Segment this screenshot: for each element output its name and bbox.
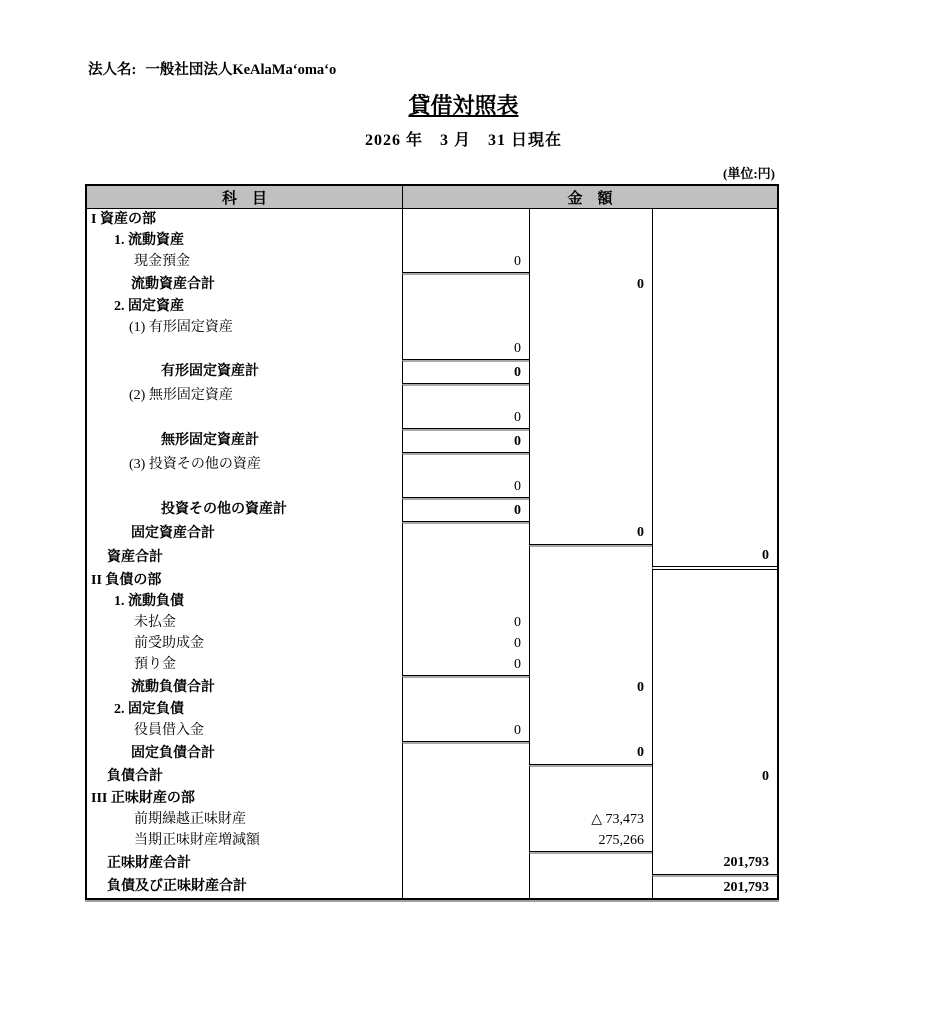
report-title: 貸借対照表 (408, 93, 519, 118)
account-cell: 前期繰越正味財産 (134, 811, 246, 827)
account-cell: 負債及び正味財産合計 (107, 878, 247, 894)
table-row (87, 591, 777, 612)
amount-cell (529, 852, 652, 875)
table-row (87, 230, 777, 251)
table-row (87, 453, 777, 476)
amount-cell: 0 (529, 742, 652, 765)
amount-cell (652, 338, 777, 360)
account-cell: 負債合計 (107, 768, 163, 784)
amount-cell (402, 384, 529, 407)
account-cell: I 資産の部 (91, 211, 156, 227)
table-row (87, 830, 777, 852)
amount-cell: 201,793 (652, 852, 777, 875)
amount-cell: 0 (402, 654, 529, 676)
amount-cell (652, 498, 777, 522)
amount-cell (529, 429, 652, 453)
amount-cell (402, 209, 529, 230)
table-row (87, 407, 777, 429)
table-row (87, 522, 777, 545)
table-row (87, 809, 777, 830)
amount-cell (529, 338, 652, 360)
amount-cell: 0 (529, 522, 652, 545)
amount-cell: 0 (402, 338, 529, 360)
table-row (87, 273, 777, 296)
amount-cell (402, 830, 529, 852)
amount-cell: 0 (402, 633, 529, 654)
amount-cell (652, 407, 777, 429)
amount-cell: 0 (402, 407, 529, 429)
account-cell (87, 407, 402, 429)
amount-cell (402, 676, 529, 699)
account-cell: 固定資産合計 (131, 525, 215, 541)
amount-cell: 0 (402, 612, 529, 633)
amount-cell (529, 317, 652, 338)
table-row (87, 633, 777, 654)
amount-cell (402, 788, 529, 809)
amount-cell (529, 699, 652, 720)
account-cell: (2) 無形固定資産 (129, 387, 233, 403)
table-row (87, 476, 777, 498)
table-row (87, 251, 777, 273)
table-row (87, 875, 777, 898)
amount-cell (402, 230, 529, 251)
amount-cell (652, 296, 777, 317)
amount-cell: 0 (402, 476, 529, 498)
amount-cell: 0 (402, 720, 529, 742)
amount-cell (402, 570, 529, 591)
amount-cell (402, 765, 529, 788)
amount-cell (529, 360, 652, 384)
amount-cell (652, 384, 777, 407)
amount-cell (529, 654, 652, 676)
table-row (87, 788, 777, 809)
table-row (87, 720, 777, 742)
amount-cell (652, 476, 777, 498)
account-cell (87, 338, 402, 360)
amount-cell: 0 (402, 251, 529, 273)
account-cell: 流動資産合計 (131, 276, 215, 292)
amount-cell (652, 830, 777, 852)
account-column-header: 科 目 (87, 186, 402, 209)
amount-cell (652, 676, 777, 699)
amount-cell (529, 476, 652, 498)
amount-cell (652, 570, 777, 591)
amount-cell (402, 545, 529, 570)
amount-cell (652, 699, 777, 720)
amount-cell (402, 296, 529, 317)
table-row (87, 429, 777, 453)
account-cell: 固定負債合計 (131, 745, 215, 761)
amount-cell (529, 545, 652, 570)
amount-cell (402, 852, 529, 875)
amount-cell: 0 (652, 545, 777, 570)
amount-cell (529, 384, 652, 407)
account-cell: (3) 投資その他の資産 (129, 456, 261, 472)
table-row (87, 498, 777, 522)
amount-cell (402, 809, 529, 830)
amount-cell (652, 317, 777, 338)
account-cell: 有形固定資産計 (161, 364, 259, 379)
amount-cell (529, 453, 652, 476)
amount-cell: 0 (402, 498, 529, 522)
amount-cell (402, 742, 529, 765)
account-cell (87, 476, 402, 498)
amount-cell (652, 230, 777, 251)
corporation-line (88, 0, 927, 79)
table-row (87, 360, 777, 384)
amount-cell: 0 (529, 676, 652, 699)
account-cell: 流動負債合計 (131, 679, 215, 695)
amount-cell (529, 591, 652, 612)
amount-cell (529, 230, 652, 251)
table-row (87, 654, 777, 676)
table-row (87, 338, 777, 360)
amount-cell (652, 612, 777, 633)
table-row (87, 852, 777, 875)
amount-cell (652, 522, 777, 545)
table-row (87, 296, 777, 317)
amount-cell (652, 429, 777, 453)
corporation-name: 一般社団法人KeAlaMaʻomaʻo (145, 62, 337, 78)
amount-cell (652, 809, 777, 830)
account-cell: 1. 流動負債 (114, 593, 184, 609)
account-cell: 無形固定資産計 (161, 433, 259, 448)
table-row (87, 545, 777, 570)
amount-cell (652, 720, 777, 742)
account-cell: 未払金 (134, 614, 176, 630)
account-cell: 前受助成金 (134, 635, 204, 651)
amount-cell (652, 654, 777, 676)
amount-cell (652, 742, 777, 765)
account-cell: 預り金 (134, 657, 176, 672)
amount-cell (529, 633, 652, 654)
amount-cell: △ 73,473 (529, 809, 652, 830)
amount-cell: 0 (529, 273, 652, 296)
account-cell: 2. 固定負債 (114, 701, 184, 717)
account-cell: 2. 固定資産 (114, 298, 184, 314)
table-row (87, 742, 777, 765)
table-row (87, 699, 777, 720)
amount-cell (652, 251, 777, 273)
amount-cell (529, 570, 652, 591)
table-row (87, 765, 777, 788)
account-cell: 1. 流動資産 (114, 232, 184, 248)
amount-cell (402, 522, 529, 545)
amount-cell (652, 591, 777, 612)
account-cell: 現金預金 (134, 254, 190, 269)
amount-cell (402, 317, 529, 338)
table-row (87, 676, 777, 699)
corporation-label: 法人名: (88, 62, 137, 78)
amount-cell (529, 720, 652, 742)
amount-cell (529, 209, 652, 230)
account-cell: 役員借入金 (134, 723, 204, 738)
amount-cell (529, 788, 652, 809)
amount-cell (402, 591, 529, 612)
table-row (87, 317, 777, 338)
account-cell: II 負債の部 (91, 572, 162, 588)
amount-cell (529, 498, 652, 522)
amount-cell: 0 (652, 765, 777, 788)
amount-cell (652, 633, 777, 654)
amount-cell (402, 273, 529, 296)
amount-cell: 201,793 (652, 875, 777, 898)
table-row (87, 209, 777, 230)
amount-cell: 275,266 (529, 830, 652, 852)
unit-note: (単位:円) (723, 166, 775, 181)
account-cell: (1) 有形固定資産 (129, 319, 233, 335)
amount-cell (652, 788, 777, 809)
table-row (87, 384, 777, 407)
table-row (87, 612, 777, 633)
amount-cell (402, 453, 529, 476)
account-cell: 正味財産合計 (107, 855, 191, 871)
account-cell: III 正味財産の部 (91, 790, 195, 806)
amount-cell (402, 699, 529, 720)
account-cell: 資産合計 (107, 549, 163, 565)
amount-cell (529, 407, 652, 429)
amount-column-header: 金 額 (402, 186, 777, 209)
account-cell: 投資その他の資産計 (161, 502, 287, 517)
amount-cell (529, 765, 652, 788)
amount-cell (529, 875, 652, 898)
amount-cell (652, 360, 777, 384)
table-row (87, 570, 777, 591)
balance-sheet-body (87, 209, 777, 898)
amount-cell (529, 296, 652, 317)
balance-sheet-table (85, 184, 779, 900)
amount-cell (402, 875, 529, 898)
table-header-row (87, 186, 777, 209)
amount-cell: 0 (402, 429, 529, 453)
amount-cell: 0 (402, 360, 529, 384)
amount-cell (652, 273, 777, 296)
account-cell: 当期正味財産増減額 (134, 833, 260, 848)
report-date: 2026 年 3 月 31 日現在 (364, 132, 562, 149)
amount-cell (529, 251, 652, 273)
amount-cell (529, 612, 652, 633)
amount-cell (652, 453, 777, 476)
amount-cell (652, 209, 777, 230)
